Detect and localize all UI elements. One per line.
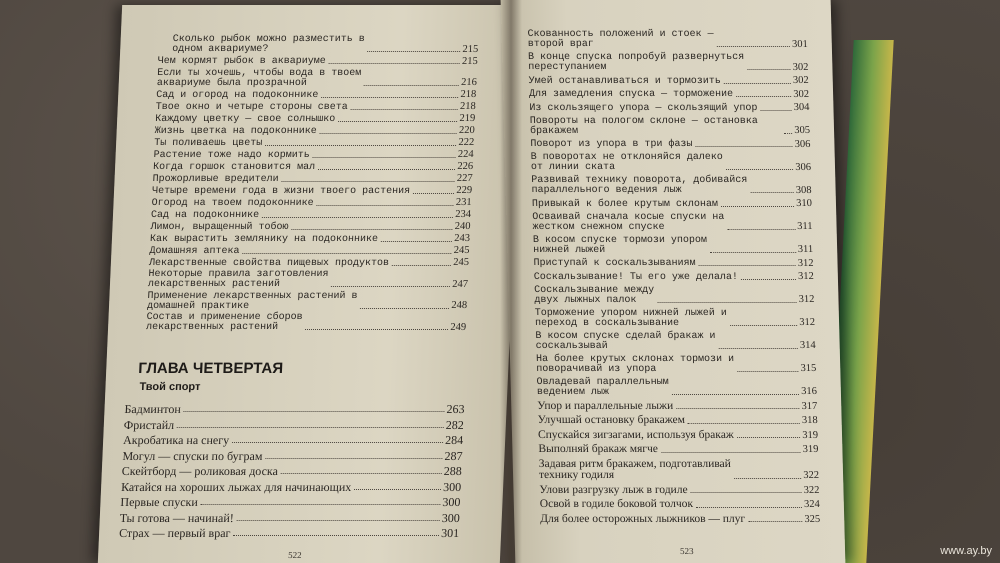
- toc-entry: Как вырастить землянику на подоконнике 243: [149, 233, 471, 245]
- toc-entry: В косом спуске тормози упором нижней лыжей 311: [532, 234, 814, 256]
- toc-entry: Упор и параллельные лыжи 317: [537, 399, 818, 412]
- toc-entry: Фристайл 282: [123, 417, 465, 432]
- toc-entry: Сад и огород на подоконнике 218: [156, 89, 477, 101]
- toc-entry: Развивай технику поворота, добивайся параллельного ведения лыж 308: [531, 175, 812, 196]
- toc-entry: Соскальзывание между двух лыжных палок 312: [534, 284, 815, 306]
- toc-entry: Огород на твоем подоконнике 231: [151, 197, 472, 209]
- toc-entry: Когда горшок становится мал 226: [152, 161, 474, 173]
- toc-entry: Скованность положений и стоек — второй враг 301: [527, 29, 808, 50]
- toc-entry: Сколько рыбок можно разместить в одном аквариуме? 215: [171, 34, 479, 55]
- toc-entry: Применение лекарственных растений в домашней практике 248: [146, 290, 468, 312]
- toc-entry: Могул — спуски по буграм 287: [122, 448, 463, 463]
- toc-entry: Лимон, выращенный тобою 240: [150, 221, 471, 233]
- toc-entry: Приступай к соскальзываниям 312: [533, 257, 814, 269]
- toc-entry: Состав и применение сборов лекарственных растений 249: [145, 312, 467, 333]
- toc-entry: Выполняй бракаж мягче 319: [538, 443, 819, 455]
- toc-entry: Чем кормят рыбок в аквариуме 215: [157, 55, 478, 67]
- toc-right-list: [527, 30, 820, 528]
- toc-upper-list: [146, 35, 479, 335]
- chapter-subtitle: Твой спорт: [139, 381, 201, 393]
- page-number-left: 522: [287, 550, 302, 560]
- toc-lower-list: [119, 403, 465, 543]
- toc-entry: Из скользящего упора — скользящий упор 304: [529, 102, 810, 114]
- toc-entry: Улучшай остановку бракажем 318: [537, 414, 818, 426]
- toc-entry: Поворот из упора в три фазы 306: [530, 138, 811, 150]
- page-number-right: 523: [679, 546, 694, 556]
- toc-entry: Сад на подоконнике 234: [150, 209, 472, 221]
- toc-entry: Ты поливаешь цветы 222: [153, 137, 475, 149]
- toc-entry: Торможение упором нижней лыжей и переход в соскальзывание 312: [534, 307, 816, 329]
- toc-entry: Катайся на хороших лыжах для начинающих 300: [120, 479, 462, 494]
- toc-entry: На более крутых склонах тормози и поворачивай из упора 315: [535, 353, 817, 375]
- left-page: [98, 5, 524, 563]
- toc-entry: Повороты на пологом склоне — остановка бракажем 305: [529, 115, 811, 137]
- toc-entry: Страх — первый враг 301: [118, 526, 460, 540]
- toc-entry: Скейтборд — роликовая доска 288: [121, 464, 463, 478]
- toc-entry: Первые спуски 300: [120, 495, 461, 509]
- toc-entry: В конце спуска попробуй развернуться переступанием 302: [527, 52, 809, 73]
- book-spine-shadow: [500, 0, 522, 563]
- toc-entry: Осваивай сначала косые спуски на жестком снежном спуске 311: [532, 211, 813, 233]
- toc-entry: В поворотах не отклоняйся далеко от линии ската 306: [530, 152, 812, 173]
- toc-entry: Некоторые правила заготовления лекарственных растений 247: [147, 269, 469, 290]
- watermark: www.ay.by: [940, 545, 992, 557]
- toc-entry: Привыкай к более крутым склонам 310: [531, 198, 813, 210]
- toc-entry: Для замедления спуска — торможение 302: [528, 88, 810, 100]
- chapter-title: ГЛАВА ЧЕТВЕРТАЯ: [137, 360, 284, 377]
- toc-entry: Прожорливые вредители 227: [152, 173, 473, 185]
- right-page: [501, 0, 846, 563]
- toc-entry: Жизнь цветка на подоконнике 220: [154, 125, 475, 137]
- toc-entry: Если ты хочешь, чтобы вода в твоем аквариуме была прозрачной 216: [156, 67, 478, 89]
- toc-entry: В косом спуске сделай бракаж и соскальзывай 314: [535, 330, 816, 352]
- toc-entry: Твое окно и четыре стороны света 218: [155, 101, 476, 113]
- toc-entry: Четыре времени года в жизни твоего растения 229: [151, 185, 473, 197]
- toc-entry: Бадминтон 263: [124, 402, 465, 416]
- toc-entry: Умей останавливаться и тормозить 302: [528, 75, 809, 87]
- toc-entry: Лекарственные свойства пищевых продуктов 245: [148, 257, 470, 269]
- toc-entry: Домашняя аптека 245: [149, 245, 470, 257]
- toc-entry: Освой в годиле боковой толчок 324: [539, 498, 820, 510]
- toc-entry: Спускайся зигзагами, используя бракаж 319: [537, 428, 819, 441]
- toc-entry: Ты готова — начинай! 300: [119, 510, 461, 525]
- toc-entry: Задавая ритм бракажем, подготавливай технику годиля 322: [538, 457, 820, 481]
- toc-entry: Каждому цветку — свое солнышко 219: [154, 113, 476, 125]
- toc-entry: Соскальзывание! Ты его уже делала! 312: [533, 271, 815, 283]
- toc-entry: Овладевай параллельным ведением лыж 316: [536, 376, 818, 398]
- toc-entry: Акробатика на снегу 284: [122, 433, 464, 447]
- toc-entry: Растение тоже надо кормить 224: [153, 149, 474, 161]
- toc-entry: Улови разгрузку лыж в годиле 322: [539, 483, 820, 496]
- toc-entry: Для более осторожных лыжников — плуг 325: [540, 512, 821, 525]
